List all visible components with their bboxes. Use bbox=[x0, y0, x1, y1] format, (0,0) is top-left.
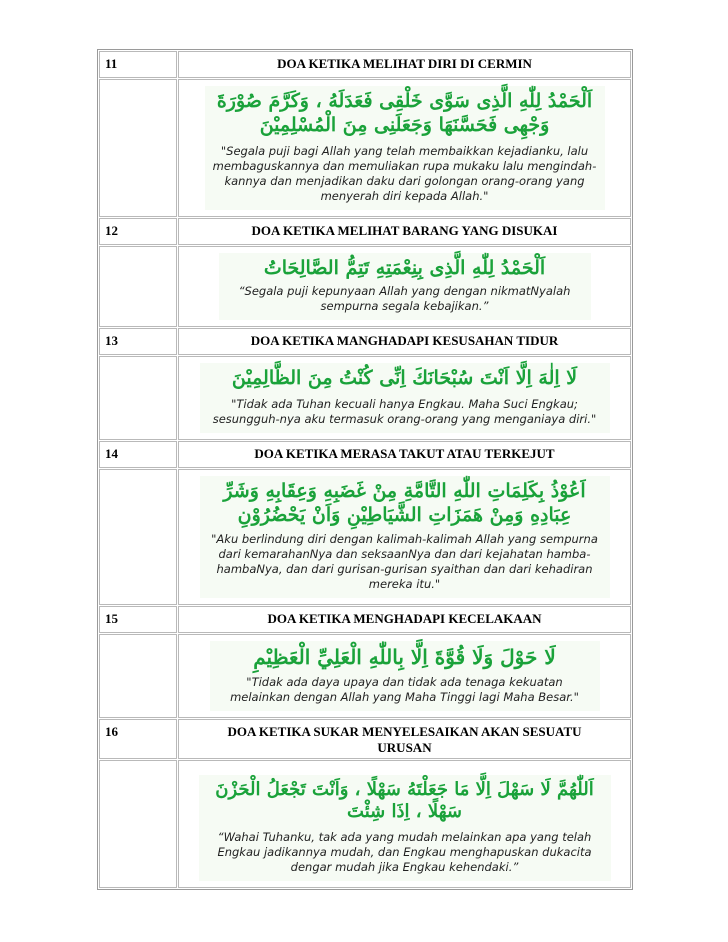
doa-title: DOA KETIKA MERASA TAKUT ATAU TERKEJUT bbox=[178, 441, 631, 468]
arabic-text: اَلْحَمْدُ لِلّٰهِ الَّذِى سَوَّى خَلْقِى فَعَدَلَهُ ، وَكَرَّمَ صُوْرَةَ وَجْهِى فَحَسَّنَهَا وَجَعَلَنِى مِنَ الْمُسْلِمِيْنَ bbox=[216, 90, 593, 136]
translation-text: “Wahai Tuhanku, tak ada yang mudah melainkan apa yang telah Engkau jadikannya mudah, dan Engkau menghapuskan dukacita dengar mudah jika Engkau kehendaki.” bbox=[217, 829, 592, 874]
doa-header-row bbox=[99, 441, 631, 468]
doa-image bbox=[219, 253, 591, 321]
translation-text: "Aku berlindung diri dengan kalimah-kalimah Allah yang sempurna dari kemarahanNya dan seksaanNya dan dari kejahatan hamba-hambaNya, dan dari gurisan-gurisan syaithan dan dari kehadiran mereka itu." bbox=[211, 531, 598, 591]
translation-text: "Segala puji bagi Allah yang telah membaikkan kejadianku, lalu membaguskannya dan memuliakan rupa mukaku lalu mengindah-kannya dan menjadikan daku dari golongan orang-orang yang menyerah diri kepada Allah." bbox=[212, 143, 597, 203]
empty-cell bbox=[99, 634, 177, 718]
doa-image-cell bbox=[178, 356, 631, 440]
doa-header-row bbox=[99, 606, 631, 633]
doa-number: 12 bbox=[99, 218, 177, 245]
doa-image-cell bbox=[178, 634, 631, 718]
doa-number: 11 bbox=[99, 51, 177, 78]
empty-cell bbox=[99, 760, 177, 888]
empty-cell bbox=[99, 356, 177, 440]
doa-content-row bbox=[99, 760, 631, 888]
doa-header-row bbox=[99, 719, 631, 759]
doa-image-cell bbox=[178, 246, 631, 328]
doa-title: DOA KETIKA SUKAR MENYELESAIKAN AKAN SESUATU URUSAN bbox=[178, 719, 631, 759]
translation-text: "Tidak ada Tuhan kecuali hanya Engkau. Maha Suci Engkau; sesungguh-nya aku termasuk orang-orang yang menganiaya diri." bbox=[212, 397, 597, 426]
doa-header-row bbox=[99, 218, 631, 245]
doa-image-cell bbox=[178, 760, 631, 888]
doa-image bbox=[205, 86, 605, 210]
arabic-text: اَللّٰهُمَّ لَا سَهْلَ اِلَّا مَا جَعَلْتَهُ سَهْلًا ، وَاَنْتَ تَجْعَلُ الْحَزْنَ سَهْلًا ، اِذَا شِئْتَ bbox=[215, 778, 594, 822]
doa-title: DOA KETIKA MANGHADAPI KESUSAHAN TIDUR bbox=[178, 328, 631, 355]
doa-header-row bbox=[99, 328, 631, 355]
doa-number: 16 bbox=[99, 719, 177, 759]
doa-content-row bbox=[99, 356, 631, 440]
translation-text: "Tidak ada daya upaya dan tidak ada tenaga kekuatan melainkan dengan Allah yang Maha Tinggi lagi Maha Besar." bbox=[230, 674, 579, 704]
doa-image bbox=[210, 641, 600, 711]
doa-image bbox=[200, 363, 610, 433]
doa-content-row bbox=[99, 634, 631, 718]
empty-cell bbox=[99, 79, 177, 217]
doa-image bbox=[200, 476, 610, 598]
empty-cell bbox=[99, 246, 177, 328]
arabic-text: لَا حَوْلَ وَلَا قُوَّةَ اِلَّا بِاللّٰهِ الْعَلِيِّ الْعَظِيْمِ bbox=[253, 644, 556, 669]
translation-text: “Segala puji kepunyaan Allah yang dengan nikmatNyalah sempurna segala kebajikan.” bbox=[238, 284, 571, 314]
doa-table bbox=[97, 49, 633, 890]
doa-number: 13 bbox=[99, 328, 177, 355]
arabic-text: اَلْحَمْدُ لِلّٰهِ الَّذِى بِنِعْمَتِهِ تَتِمُّ الصَّالِحَاتُ bbox=[263, 256, 546, 279]
doa-content-row bbox=[99, 469, 631, 605]
doa-number: 15 bbox=[99, 606, 177, 633]
arabic-text: اَعُوْذُ بِكَلِمَاتِ اللّٰهِ التَّامَّةِ مِنْ غَضَبِهِ وَعِقَابِهِ وَشَرِّ عِبَادِهِ وَمِنْ هَمَزَاتِ الشَّيَاطِيْنِ وَاَنْ يَحْضُرُوْنِ bbox=[223, 480, 586, 526]
doa-title: DOA KETIKA MELIHAT BARANG YANG DISUKAI bbox=[178, 218, 631, 245]
doa-image bbox=[199, 775, 611, 881]
doa-header-row bbox=[99, 51, 631, 78]
doa-title: DOA KETIKA MELIHAT DIRI DI CERMIN bbox=[178, 51, 631, 78]
doa-number: 14 bbox=[99, 441, 177, 468]
arabic-text: لَا اِلٰهَ اِلَّا اَنْتَ سُبْحَانَكَ اِنِّى كُنْتُ مِنَ الظَّالِمِيْنَ bbox=[231, 367, 578, 390]
doa-image-cell bbox=[178, 469, 631, 605]
doa-content-row bbox=[99, 246, 631, 328]
doa-title: DOA KETIKA MENGHADAPI KECELAKAAN bbox=[178, 606, 631, 633]
doa-content-row bbox=[99, 79, 631, 217]
empty-cell bbox=[99, 469, 177, 605]
doa-image-cell bbox=[178, 79, 631, 217]
